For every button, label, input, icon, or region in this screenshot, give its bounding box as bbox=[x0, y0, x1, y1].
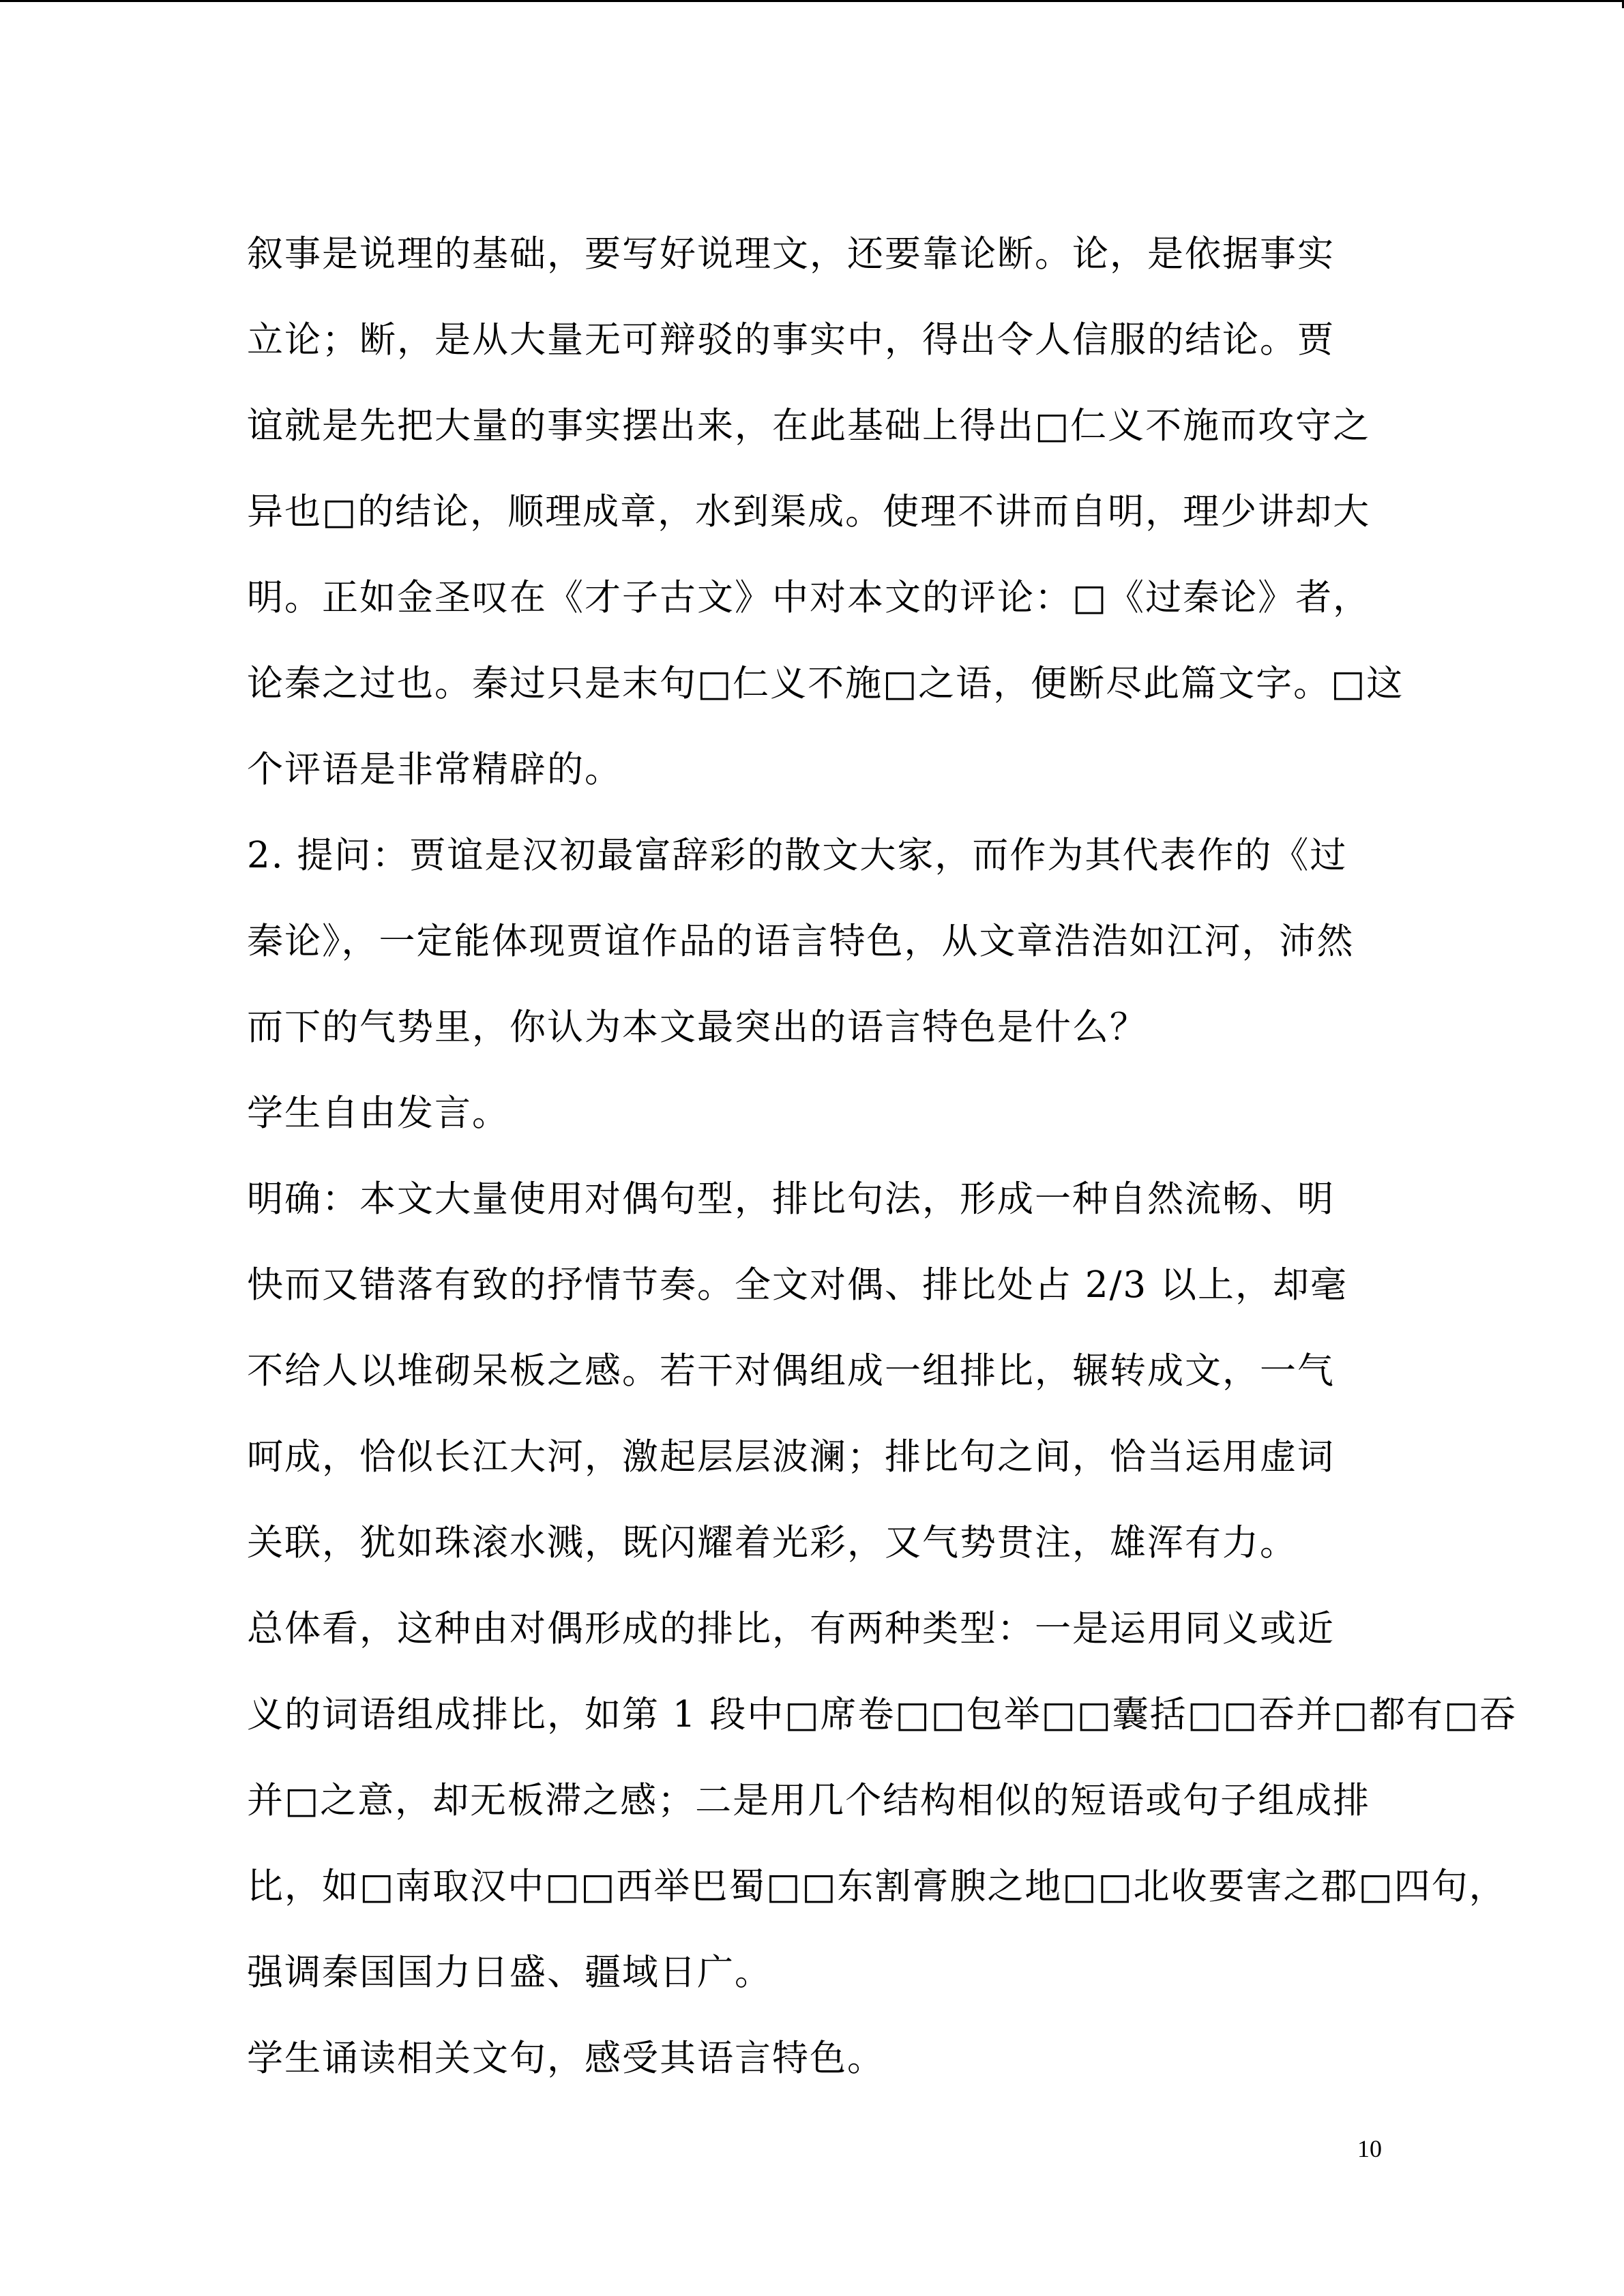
text-line: 论秦之过也。秦过只是末句□仁义不施□之语，便断尽此篇文字。□这 bbox=[247, 663, 1404, 704]
text-line: 关联，犹如珠滚水溅，既闪耀着光彩，又气势贯注，雄浑有力。 bbox=[247, 1522, 1297, 1564]
student-activity-line: 学生自由发言。 bbox=[247, 1092, 510, 1134]
text-line: 不给人以堆砌呆板之感。若干对偶组成一组排比，辗转成文，一气 bbox=[247, 1350, 1335, 1392]
text-line: 总体看，这种由对偶形成的排比，有两种类型：一是运用同义或近 bbox=[247, 1608, 1335, 1650]
text-line: 明确：本文大量使用对偶句型，排比句法，形成一种自然流畅、明 bbox=[247, 1178, 1335, 1220]
text-line: 秦论》，一定能体现贾谊作品的语言特色，从文章浩浩如江河，沛然 bbox=[247, 921, 1355, 962]
text-line: 呵成，恰似长江大河，激起层层波澜；排比句之间，恰当运用虚词 bbox=[247, 1436, 1335, 1478]
text-line: 快而又错落有致的抒情节奏。全文对偶、排比处占 2/3 以上，却毫 bbox=[247, 1264, 1348, 1306]
text-line: 个评语是非常精辟的。 bbox=[247, 749, 622, 790]
text-line: 而下的气势里，你认为本文最突出的语言特色是什么？ bbox=[247, 1007, 1147, 1048]
document-body bbox=[247, 211, 1518, 2102]
text-line: 强调秦国国力日盛、疆域日广。 bbox=[247, 1952, 772, 1993]
student-activity-line: 学生诵读相关文句，感受其语言特色。 bbox=[247, 2038, 885, 2079]
text-line: 叙事是说理的基础，要写好说理文，还要靠论断。论，是依据事实 bbox=[247, 233, 1335, 275]
top-border-rule bbox=[0, 0, 1624, 2]
text-line: 谊就是先把大量的事实摆出来，在此基础上得出□仁义不施而攻守之 bbox=[247, 405, 1371, 447]
text-line: 立论；断，是从大量无可辩驳的事实中，得出令人信服的结论。贾 bbox=[247, 319, 1335, 361]
page-number: 10 bbox=[1357, 2135, 1382, 2162]
question-line: 2. 提问：贾谊是汉初最富辞彩的散文大家，而作为其代表作的《过 bbox=[247, 835, 1348, 876]
text-line: 比，如□南取汉中□□西举巴蜀□□东割膏腴之地□□北收要害之郡□四句， bbox=[247, 1866, 1507, 1907]
text-line: 异也□的结论，顺理成章，水到渠成。使理不讲而自明，理少讲却大 bbox=[247, 491, 1371, 533]
text-line: 并□之意，却无板滞之感；二是用几个结构相似的短语或句子组成排 bbox=[247, 1780, 1371, 1821]
text-line: 义的词语组成排比，如第 1 段中□席卷□□包举□□囊括□□吞并□都有□吞 bbox=[247, 1694, 1518, 1735]
text-line: 明。正如金圣叹在《才子古文》中对本文的评论：□《过秦论》者， bbox=[247, 577, 1371, 618]
